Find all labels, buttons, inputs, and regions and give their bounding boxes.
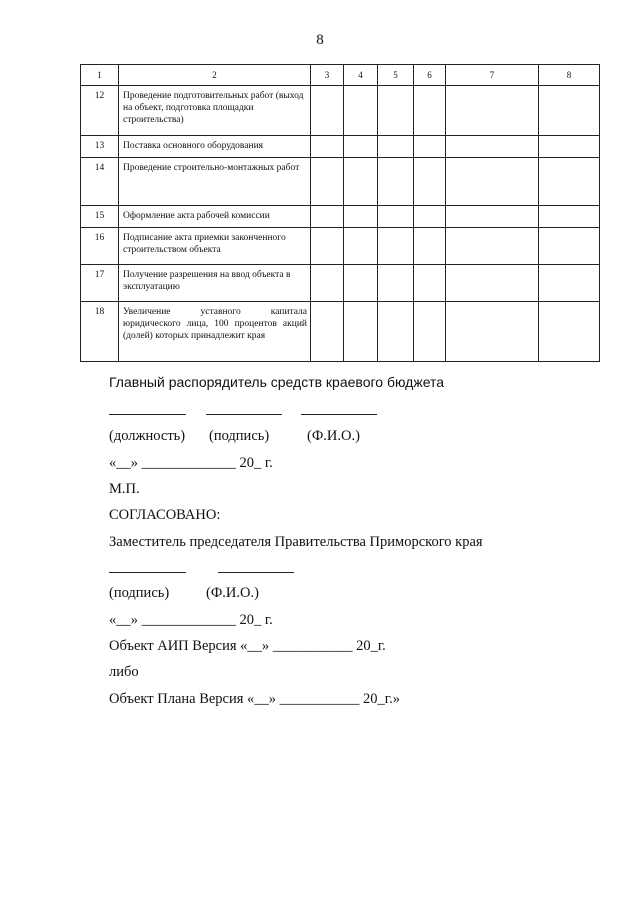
row-stage: Проведение строительно-монтажных работ (119, 158, 311, 206)
page-number: 8 (316, 32, 324, 48)
empty-cell (539, 86, 600, 136)
empty-cell (539, 158, 600, 206)
column-header: 6 (414, 65, 446, 86)
stamp-place: М.П. (109, 481, 140, 497)
empty-cell (446, 206, 539, 228)
row-number: 15 (81, 206, 119, 228)
empty-cell (344, 265, 378, 302)
main-manager-title: Главный распорядитель средств краевого бюджета (109, 374, 445, 390)
agreed-heading: СОГЛАСОВАНО: (109, 507, 221, 523)
empty-cell (311, 265, 344, 302)
table-row (81, 136, 600, 158)
column-header: 8 (539, 65, 600, 86)
empty-cell (311, 86, 344, 136)
deputy-title: Заместитель председателя Правительства Приморского края (109, 534, 483, 550)
empty-cell (344, 206, 378, 228)
signature-line (206, 414, 282, 415)
signature-line (301, 414, 377, 415)
position-caption: (должность) (109, 428, 186, 444)
empty-cell (378, 302, 414, 362)
empty-cell (378, 228, 414, 265)
row-stage: Увеличение уставного капитала юридического лица, 100 процентов акций (долей) которых принадлежит края (119, 302, 311, 362)
table-row (81, 302, 600, 362)
row-stage: Проведение подготовительных работ (выход на объект, подготовка площадки строительства) (119, 86, 311, 136)
plan-version-line: Объект Плана Версия «__» ___________ 20_г.» (109, 691, 400, 707)
column-header: 1 (81, 65, 119, 86)
empty-cell (344, 228, 378, 265)
empty-cell (446, 86, 539, 136)
table-row (81, 86, 600, 136)
empty-cell (446, 228, 539, 265)
empty-cell (539, 206, 600, 228)
empty-cell (539, 228, 600, 265)
signature-line (109, 572, 186, 573)
empty-cell (311, 302, 344, 362)
empty-cell (539, 302, 600, 362)
date-line: «__» _____________ 20_ г. (109, 612, 273, 628)
empty-cell (378, 265, 414, 302)
empty-cell (311, 228, 344, 265)
signature-caption: (подпись) (109, 585, 170, 601)
date-line: «__» _____________ 20_ г. (109, 455, 273, 471)
row-stage: Оформление акта рабочей комиссии (119, 206, 311, 228)
signature-line (218, 572, 294, 573)
fio-caption: (Ф.И.О.) (307, 428, 360, 444)
aip-version-line: Объект АИП Версия «__» ___________ 20_г. (109, 638, 386, 654)
empty-cell (446, 136, 539, 158)
row-number: 12 (81, 86, 119, 136)
signature-line (109, 414, 186, 415)
column-header: 2 (119, 65, 311, 86)
or-text: либо (109, 664, 139, 680)
table-row (81, 158, 600, 206)
fio-caption: (Ф.И.О.) (206, 585, 259, 601)
empty-cell (378, 86, 414, 136)
row-number: 17 (81, 265, 119, 302)
column-header: 3 (311, 65, 344, 86)
empty-cell (344, 158, 378, 206)
schedule-table (80, 64, 600, 362)
empty-cell (446, 158, 539, 206)
empty-cell (414, 158, 446, 206)
empty-cell (311, 206, 344, 228)
empty-cell (446, 302, 539, 362)
table-row (81, 206, 600, 228)
table-row (81, 228, 600, 265)
signature-caption: (подпись) (209, 428, 270, 444)
empty-cell (414, 136, 446, 158)
empty-cell (414, 86, 446, 136)
row-number: 18 (81, 302, 119, 362)
empty-cell (311, 136, 344, 158)
empty-cell (414, 265, 446, 302)
empty-cell (344, 302, 378, 362)
empty-cell (378, 206, 414, 228)
empty-cell (414, 228, 446, 265)
row-stage: Получение разрешения на ввод объекта в эксплуатацию (119, 265, 311, 302)
empty-cell (344, 86, 378, 136)
table-header-row (81, 65, 600, 86)
empty-cell (414, 206, 446, 228)
empty-cell (539, 136, 600, 158)
column-header: 7 (446, 65, 539, 86)
row-number: 14 (81, 158, 119, 206)
row-number: 13 (81, 136, 119, 158)
empty-cell (311, 158, 344, 206)
row-number: 16 (81, 228, 119, 265)
column-header: 5 (378, 65, 414, 86)
row-stage: Поставка основного оборудования (119, 136, 311, 158)
empty-cell (344, 136, 378, 158)
table-row (81, 265, 600, 302)
empty-cell (378, 136, 414, 158)
empty-cell (539, 265, 600, 302)
column-header: 4 (344, 65, 378, 86)
row-stage: Подписание акта приемки законченного строительством объекта (119, 228, 311, 265)
empty-cell (378, 158, 414, 206)
empty-cell (446, 265, 539, 302)
empty-cell (414, 302, 446, 362)
